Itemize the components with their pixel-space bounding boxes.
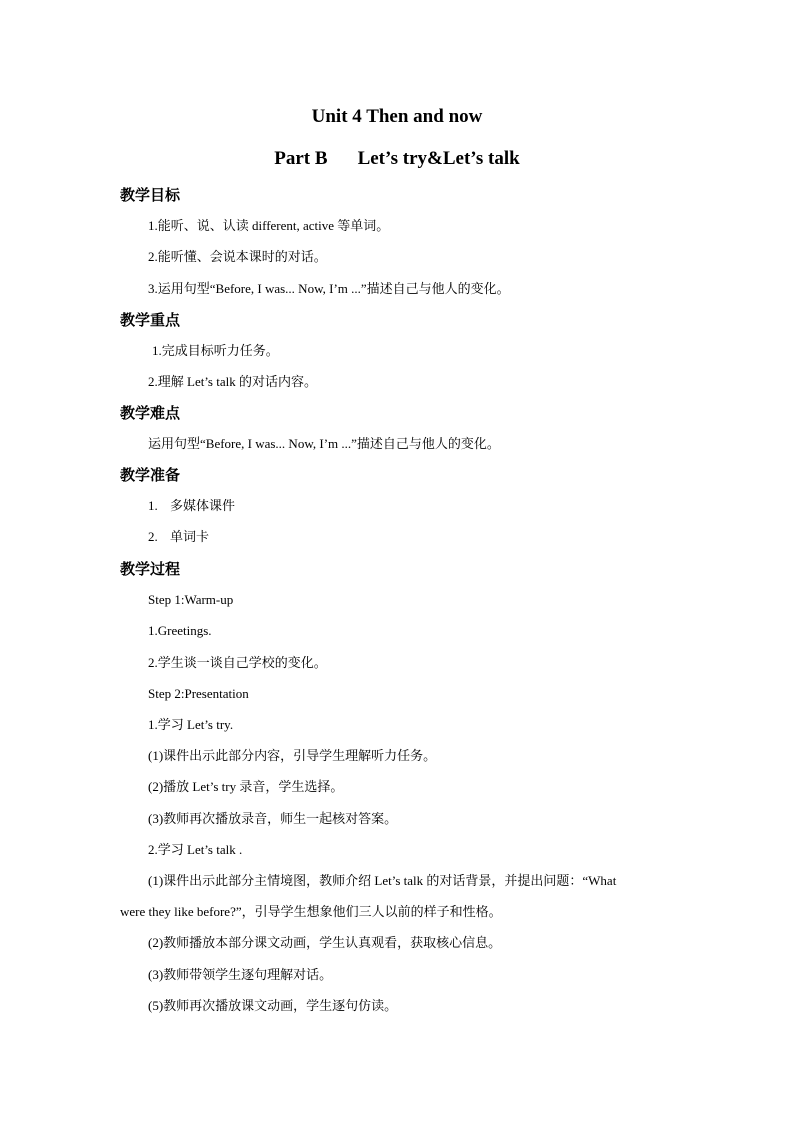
preparation-item-number: 2. <box>148 529 158 544</box>
key-point-item: 2.理解 Let’s talk 的对话内容。 <box>148 374 317 389</box>
process-line: Step 2:Presentation <box>148 686 249 701</box>
process-line: (1)课件出示此部分内容，引导学生理解听力任务。 <box>148 748 437 763</box>
process-line: 2.学习 Let’s talk . <box>148 842 243 857</box>
section-heading-difficulties: 教学难点 <box>120 404 181 422</box>
process-line: Step 1:Warm-up <box>148 592 234 607</box>
objective-item: 3.运用句型“Before, I was... Now, I’m ...”描述自己与他人的变化。 <box>148 281 510 296</box>
objective-item: 2.能听懂、会说本课时的对话。 <box>148 249 327 264</box>
process-line: (3)教师带领学生逐句理解对话。 <box>148 967 333 982</box>
objective-item: 1.能听、说、认读 different, active 等单词。 <box>148 218 390 233</box>
difficulty-item: 运用句型“Before, I was... Now, I’m ...”描述自己与他人的变化。 <box>148 436 500 451</box>
subtitle-lesson: Let’s try&Let’s talk <box>357 148 520 169</box>
process-line: (2)教师播放本部分课文动画，学生认真观看，获取核心信息。 <box>148 935 502 950</box>
preparation-item <box>148 528 209 546</box>
subtitle-part: Part B <box>274 148 328 169</box>
process-line: 1.Greetings. <box>148 623 212 638</box>
process-line: 1.学习 Let’s try. <box>148 717 234 732</box>
section-heading-objectives: 教学目标 <box>120 186 181 204</box>
key-point-item: 1.完成目标听力任务。 <box>152 343 279 358</box>
preparation-item-number: 1. <box>148 498 158 513</box>
section-heading-key-points: 教学重点 <box>120 311 181 329</box>
process-line: (2)播放 Let’s try 录音，学生选择。 <box>148 779 344 794</box>
preparation-item-text: 单词卡 <box>170 529 210 544</box>
preparation-item <box>148 497 235 515</box>
section-heading-preparation: 教学准备 <box>120 466 181 484</box>
process-line: were they like before?”，引导学生想象他们三人以前的样子和性格。 <box>120 904 502 919</box>
preparation-item-text: 多媒体课件 <box>170 498 236 513</box>
process-line: (1)课件出示此部分主情境图，教师介绍 Let’s talk 的对话背景，并提出问题：“What <box>148 873 617 888</box>
process-line: (5)教师再次播放课文动画，学生逐句仿读。 <box>148 998 398 1013</box>
document-title: Unit 4 Then and now <box>311 106 483 127</box>
process-line: (3)教师再次播放录音，师生一起核对答案。 <box>148 811 398 826</box>
document-subtitle <box>0 147 794 171</box>
section-heading-process: 教学过程 <box>120 560 181 578</box>
process-line: 2.学生谈一谈自己学校的变化。 <box>148 655 327 670</box>
